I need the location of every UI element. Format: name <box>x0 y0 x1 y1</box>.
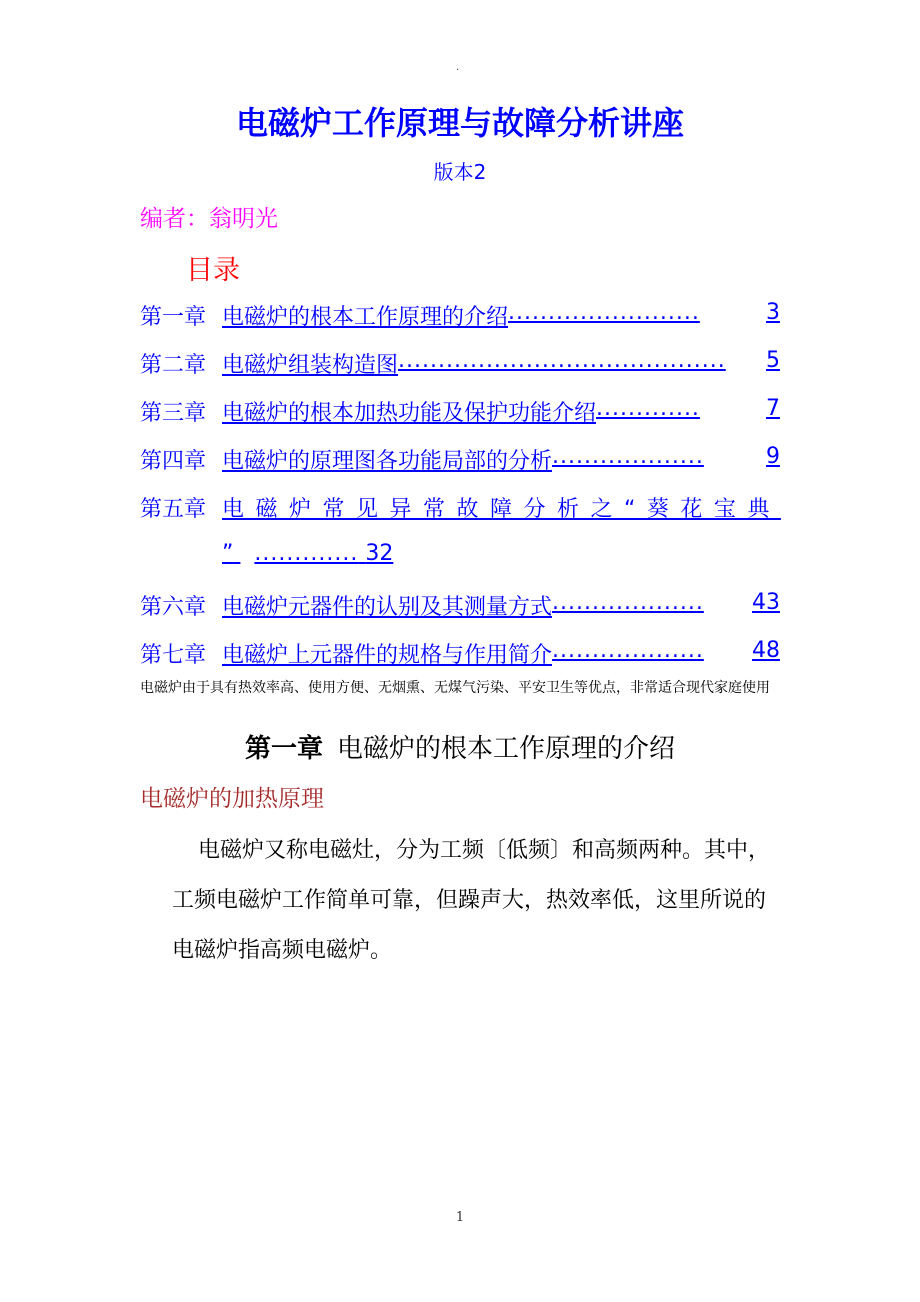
document-title: 电磁炉工作原理与故障分析讲座 <box>235 104 684 142</box>
intro-paragraph: 电磁炉由于具有热效率高、使用方便、无烟熏、无煤气污染、平安卫生等优点，非常适合现代家庭使用 <box>140 680 770 696</box>
toc-entry-4 <box>140 444 780 476</box>
section-heading: 电磁炉的加热原理 <box>140 786 324 812</box>
chapter-number: 第一章 <box>244 734 323 764</box>
header-mark: . <box>456 62 460 73</box>
toc-link-chapter-2[interactable] <box>222 348 780 379</box>
toc-link-chapter-4[interactable] <box>222 444 780 475</box>
toc-link-chapter-7[interactable] <box>222 638 780 669</box>
toc-leader-dots: ................... <box>552 638 704 663</box>
chapter-1-heading <box>0 728 920 765</box>
toc-chapter-label: 第七章 <box>140 643 207 668</box>
toc-link-title: 电磁炉元器件的认别及其测量方式 <box>222 595 553 620</box>
toc-chapter-label: 第六章 <box>140 595 207 620</box>
toc-page-number: 5 <box>766 348 780 373</box>
toc-leader-dots: ........................ <box>508 300 700 325</box>
toc-link-title: 电磁炉的原理图各功能局部的分析 <box>222 449 553 474</box>
toc-entry-7 <box>140 638 780 670</box>
toc-page-number: 48 <box>752 638 780 663</box>
toc-link-chapter-3[interactable] <box>222 396 780 427</box>
toc-link-chapter-5-line2[interactable] <box>222 541 393 566</box>
toc-link-chapter-6[interactable] <box>222 590 780 621</box>
toc-entry-3 <box>140 396 780 428</box>
toc-leader-dots: ............. <box>596 396 700 421</box>
toc-entry-6 <box>140 590 780 622</box>
toc-link-chapter-5-line1[interactable]: 电磁炉常见异常故障分析之“葵花宝典 <box>222 497 781 522</box>
toc-link-title: 电磁炉的根本工作原理的介绍 <box>222 305 509 330</box>
toc-chapter-label: 第一章 <box>140 305 207 330</box>
toc-link-chapter-1[interactable] <box>222 300 780 331</box>
toc-leader-dots: ............. <box>254 541 359 566</box>
toc-leader-dots: ......................................... <box>398 348 726 373</box>
toc-link-title: 电磁炉上元器件的规格与作用简介 <box>222 643 553 668</box>
toc-leader-dots: ................... <box>552 444 704 469</box>
page-number: 1 <box>455 1210 465 1225</box>
toc-page-number: 32 <box>365 541 394 566</box>
toc-link-title-end: ” <box>222 541 234 566</box>
document-version: 版本2 <box>433 160 487 184</box>
toc-heading: 目录 <box>186 255 240 286</box>
toc-chapter-label: 第二章 <box>140 353 207 378</box>
author-line: 编者：翁明光 <box>140 206 278 232</box>
toc-page-number: 9 <box>766 444 780 469</box>
toc-link-title: 电磁炉组装构造图 <box>222 353 399 378</box>
toc-entry-5 <box>140 492 230 524</box>
toc-page-number: 3 <box>766 300 780 325</box>
toc-chapter-label: 第四章 <box>140 449 207 474</box>
toc-page-number: 7 <box>766 396 780 421</box>
toc-leader-dots: ................... <box>552 590 704 615</box>
toc-page-number: 43 <box>752 590 780 615</box>
toc-entry-2 <box>140 348 780 380</box>
chapter-title-text: 电磁炉的根本工作原理的介绍 <box>337 734 676 764</box>
body-paragraph: 电磁炉又称电磁灶，分为工频〔低频〕和高频两种。其中，工频电磁炉工作简单可靠，但躁声大，热效率低，这里所说的电磁炉指高频电磁炉。 <box>172 838 771 963</box>
toc-chapter-label: 第五章 <box>140 497 207 522</box>
toc-entry-1 <box>140 300 780 332</box>
toc-link-title: 电磁炉的根本加热功能及保护功能介绍 <box>222 401 597 426</box>
toc-chapter-label: 第三章 <box>140 401 207 426</box>
